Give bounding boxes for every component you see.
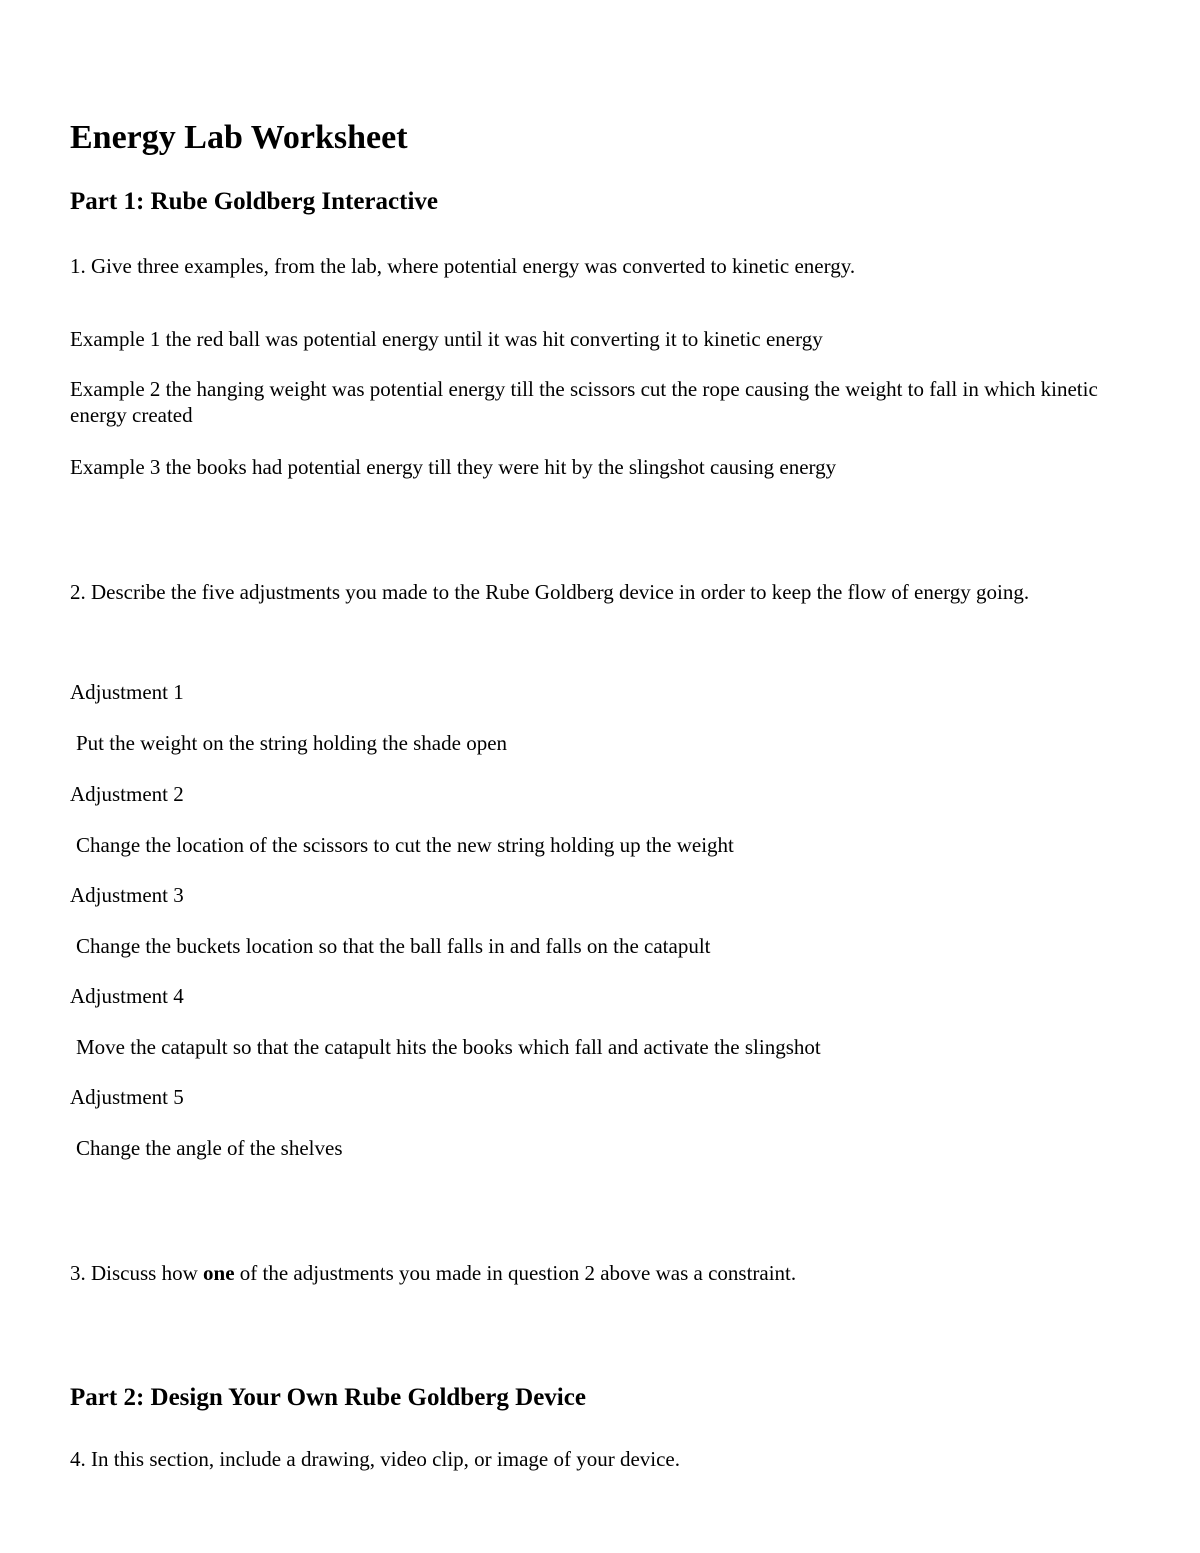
adjustment-5-answer: Change the angle of the shelves — [76, 1136, 343, 1160]
question-4-prompt: 4. In this section, include a drawing, video clip, or image of your device. — [70, 1447, 680, 1471]
part2-heading: Part 2: Design Your Own Rube Goldberg Device — [70, 1384, 586, 1411]
question-3-emphasis: one — [203, 1261, 235, 1285]
question-3-prompt-end: of the adjustments you made in question 2 above was a constraint. — [234, 1261, 797, 1285]
adjustment-2-answer: Change the location of the scissors to cut the new string holding up the weight — [76, 833, 734, 857]
adjustment-4-answer: Move the catapult so that the catapult hits the books which fall and activate the slingshot — [76, 1035, 821, 1059]
adjustment-5-label: Adjustment 5 — [70, 1085, 184, 1109]
adjustment-4-label: Adjustment 4 — [70, 984, 184, 1008]
question-3-prompt — [70, 1260, 796, 1286]
worksheet-title: Energy Lab Worksheet — [70, 119, 408, 156]
adjustment-1-label: Adjustment 1 — [70, 680, 184, 704]
adjustment-3-label: Adjustment 3 — [70, 883, 184, 907]
question-1-prompt: 1. Give three examples, from the lab, where potential energy was converted to kinetic energy. — [70, 254, 856, 278]
example-1-answer: Example 1 the red ball was potential energy until it was hit converting it to kinetic energy — [70, 327, 823, 351]
adjustment-3-answer: Change the buckets location so that the ball falls in and falls on the catapult — [76, 934, 711, 958]
example-2-answer: Example 2 the hanging weight was potential energy till the scissors cut the rope causing the weight to fall in which kinetic energy created — [70, 377, 1098, 427]
part1-heading: Part 1: Rube Goldberg Interactive — [70, 188, 438, 215]
adjustment-1-answer: Put the weight on the string holding the shade open — [76, 731, 508, 755]
adjustment-2-label: Adjustment 2 — [70, 782, 184, 806]
example-3-answer: Example 3 the books had potential energy till they were hit by the slingshot causing energy — [70, 455, 837, 479]
question-2-prompt: 2. Describe the five adjustments you made to the Rube Goldberg device in order to keep the flow of energy going. — [70, 580, 1030, 604]
question-3-prompt-start: 3. Discuss how — [70, 1261, 204, 1285]
